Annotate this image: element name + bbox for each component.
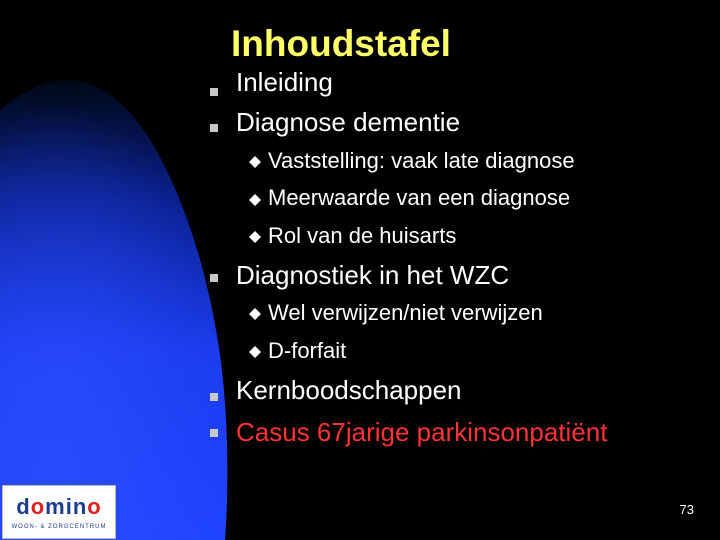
page-number: 73 bbox=[679, 502, 694, 517]
toc-subitem-rol-huisarts: Rol van de huisarts bbox=[268, 223, 457, 248]
toc-item-diagnostiek-wzc: Diagnostiek in het WZC bbox=[236, 260, 510, 290]
diamond-bullet-icon bbox=[248, 345, 262, 359]
diamond-bullet-icon bbox=[248, 155, 262, 169]
domino-logo bbox=[2, 485, 116, 539]
diamond-bullet-icon bbox=[248, 230, 262, 244]
square-bullet-icon bbox=[210, 124, 218, 132]
logo-tagline: WOON- & ZORGCENTRUM bbox=[11, 524, 107, 530]
square-bullet-icon bbox=[210, 274, 218, 282]
toc-subitem-vaststelling: Vaststelling: vaak late diagnose bbox=[268, 148, 575, 173]
slide-title bbox=[0, 22, 700, 66]
toc-item-inleiding: Inleiding bbox=[236, 67, 333, 97]
square-bullet-icon bbox=[210, 429, 218, 437]
square-bullet-icon bbox=[210, 88, 218, 96]
diamond-bullet-icon bbox=[248, 307, 262, 321]
toc-subitem-verwijzen: Wel verwijzen/niet verwijzen bbox=[268, 300, 543, 325]
toc-item-kernboodschappen: Kernboodschappen bbox=[236, 375, 462, 405]
slide-title-text: Inhoudstafel bbox=[231, 23, 451, 64]
toc-subitem-d-forfait: D-forfait bbox=[268, 338, 347, 363]
square-bullet-icon bbox=[210, 393, 218, 401]
toc-subitem-meerwaarde: Meerwaarde van een diagnose bbox=[268, 185, 571, 210]
toc-item-casus: Casus 67jarige parkinsonpatiënt bbox=[236, 417, 608, 447]
logo-wordmark: domino bbox=[16, 494, 102, 519]
diamond-bullet-icon bbox=[248, 193, 262, 207]
toc-item-diagnose-dementie: Diagnose dementie bbox=[236, 107, 461, 137]
